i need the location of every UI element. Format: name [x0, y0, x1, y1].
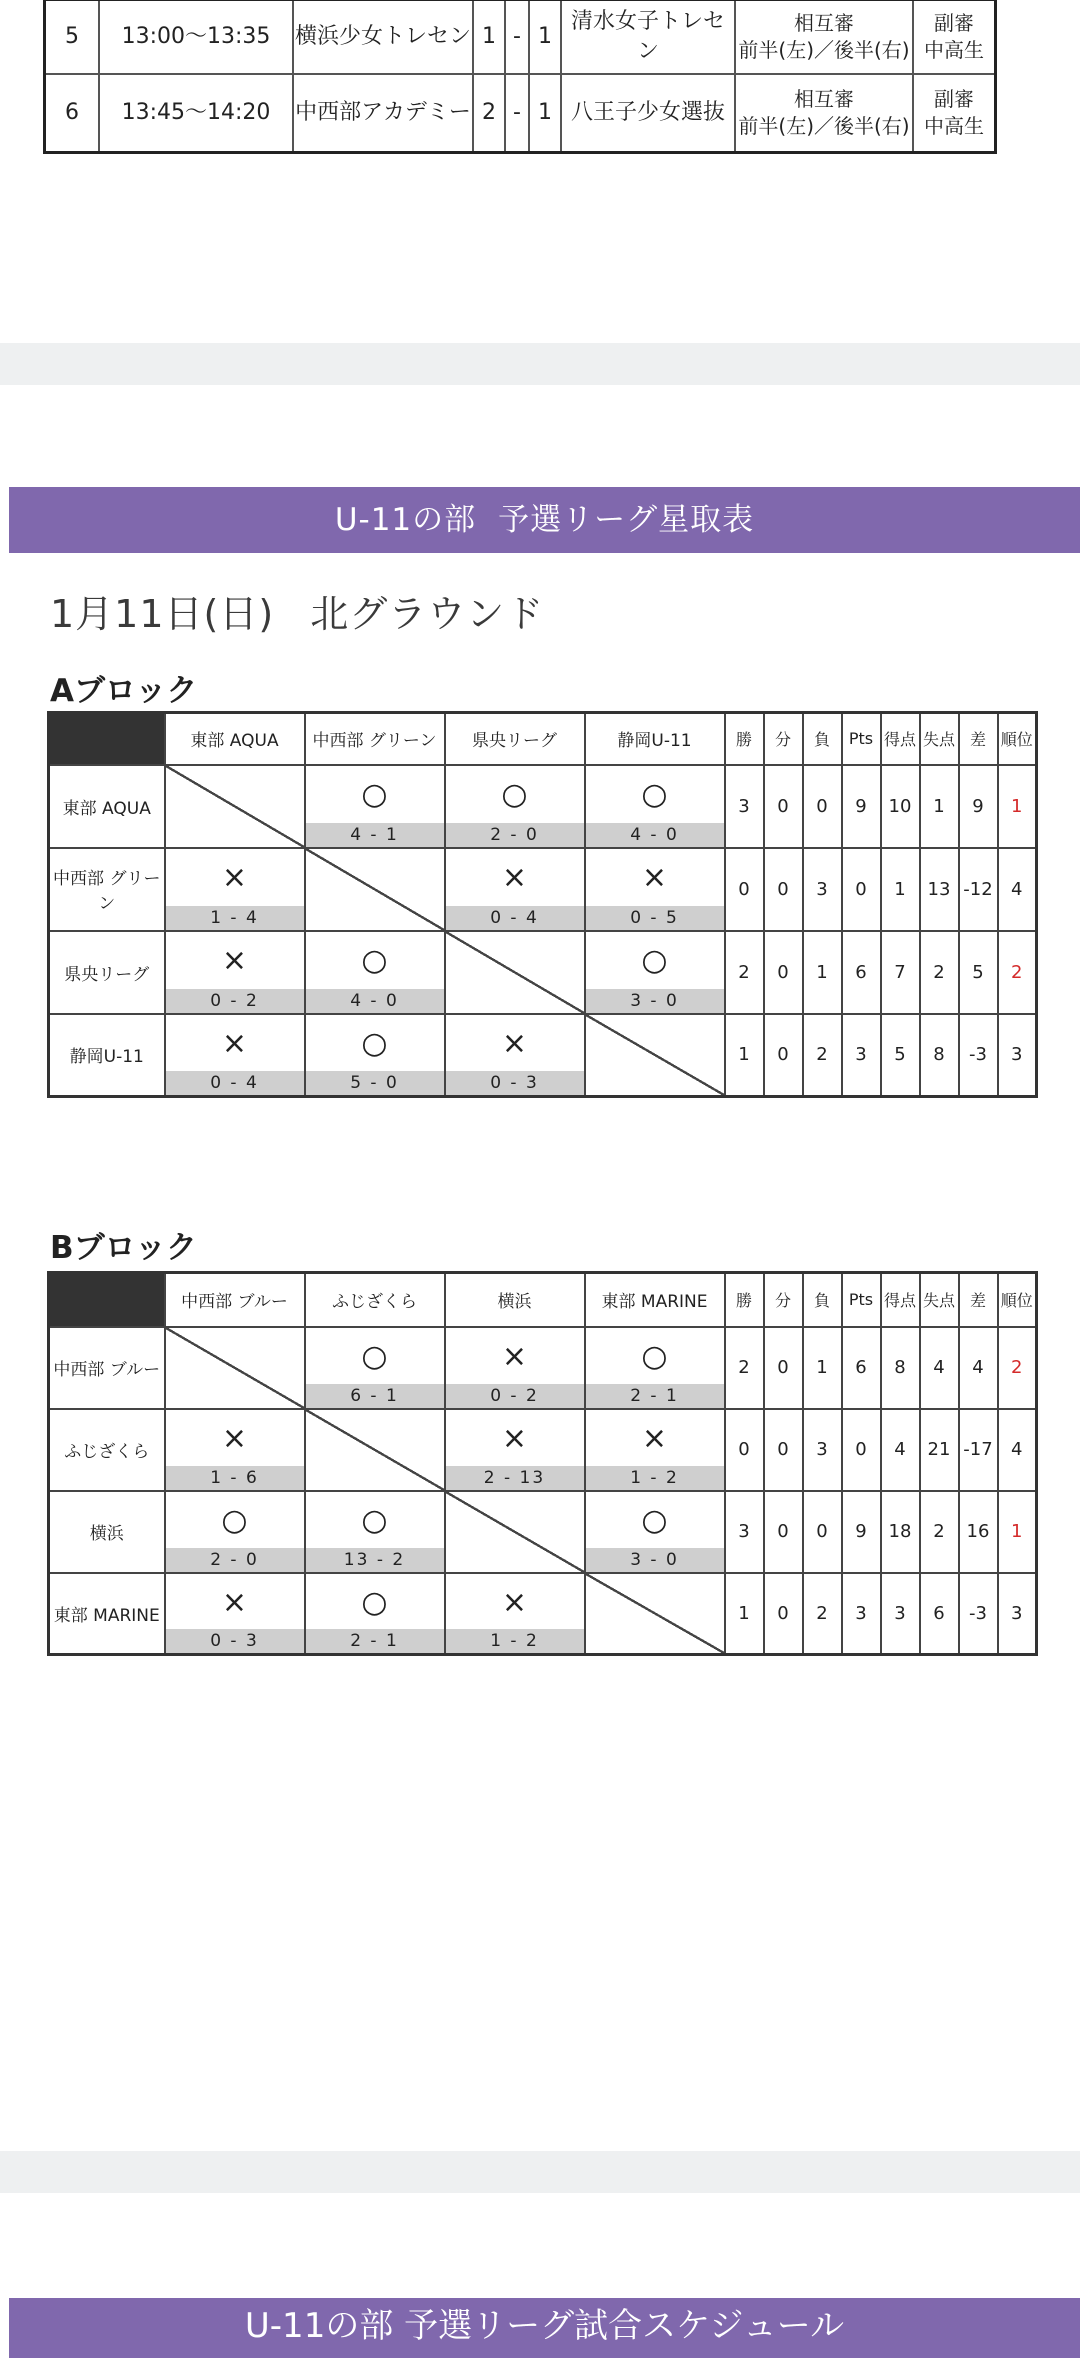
self-match-cell — [165, 765, 305, 848]
losses-value: 0 — [803, 1491, 842, 1573]
match-score: 2 - 13 — [446, 1466, 584, 1490]
match-result-cell — [165, 1573, 305, 1655]
stat-column-header: 失点 — [920, 1273, 959, 1327]
home-team: 横浜少女トレセン — [293, 0, 473, 74]
loss-mark-icon: × — [501, 1420, 528, 1456]
match-number: 6 — [45, 74, 100, 153]
self-match-cell — [165, 1327, 305, 1409]
match-score: 4 - 0 — [306, 989, 444, 1013]
match-score: 1 - 2 — [586, 1466, 724, 1490]
loss-mark-icon: × — [641, 1420, 668, 1456]
goals-against-value: 8 — [920, 1014, 959, 1097]
loss-mark-icon: × — [641, 859, 668, 895]
goals-for-value: 7 — [881, 931, 920, 1014]
block-b-title: Bブロック — [50, 1230, 198, 1266]
goals-for-value: 18 — [881, 1491, 920, 1573]
loss-mark-icon: × — [221, 1584, 248, 1620]
stat-column-header: 勝 — [725, 1273, 764, 1327]
goals-against-value: 2 — [920, 1491, 959, 1573]
match-score: 4 - 1 — [306, 823, 444, 847]
win-mark-icon: ○ — [501, 776, 528, 812]
win-mark-icon: ○ — [641, 942, 668, 978]
losses-value: 0 — [803, 765, 842, 848]
section-header — [9, 487, 1080, 553]
referee-type: 相互審 — [794, 11, 854, 35]
match-result-cell — [305, 765, 445, 848]
match-score: 0 - 5 — [586, 906, 724, 930]
match-result-cell — [585, 1327, 725, 1409]
match-result-cell — [445, 1409, 585, 1491]
team-row-header: 横浜 — [49, 1491, 165, 1573]
loss-mark-icon: × — [221, 1025, 248, 1061]
referee-cell — [735, 0, 913, 74]
match-score: 0 - 2 — [166, 989, 304, 1013]
win-mark-icon: ○ — [221, 1502, 248, 1538]
goal-difference-value: 16 — [959, 1491, 998, 1573]
score-dash: - — [505, 0, 529, 74]
team-row — [49, 1491, 1037, 1573]
win-mark-icon: ○ — [641, 1338, 668, 1374]
goal-difference-value: -3 — [959, 1014, 998, 1097]
match-score: 0 - 2 — [446, 1384, 584, 1408]
match-result-cell — [585, 765, 725, 848]
team-column-header: 中西部 ブルー — [165, 1273, 305, 1327]
team-column-header: 横浜 — [445, 1273, 585, 1327]
draws-value: 0 — [764, 1014, 803, 1097]
points-value: 6 — [842, 1327, 881, 1409]
team-row-header: 静岡U-11 — [49, 1014, 165, 1097]
stat-column-header: Pts — [842, 713, 881, 765]
draws-value: 0 — [764, 1491, 803, 1573]
stat-column-header: 差 — [959, 1273, 998, 1327]
home-team: 中西部アカデミー — [293, 74, 473, 153]
section-divider — [0, 2151, 1080, 2193]
losses-value: 1 — [803, 931, 842, 1014]
match-result-cell — [445, 765, 585, 848]
assistant-referee-detail: 中高生 — [924, 114, 984, 138]
block-a-title: Aブロック — [50, 673, 198, 709]
goals-against-value: 21 — [920, 1409, 959, 1491]
rank-value: 3 — [998, 1573, 1037, 1655]
rank-value: 3 — [998, 1014, 1037, 1097]
loss-mark-icon: × — [221, 942, 248, 978]
corner-cell — [49, 1273, 165, 1327]
win-mark-icon: ○ — [361, 1338, 388, 1374]
match-result-cell — [445, 1573, 585, 1655]
win-mark-icon: ○ — [361, 1584, 388, 1620]
match-result-cell — [165, 931, 305, 1014]
team-row — [49, 848, 1037, 931]
header-row — [49, 1273, 1037, 1327]
draws-value: 0 — [764, 1327, 803, 1409]
self-match-cell — [585, 1014, 725, 1097]
team-column-header: 東部 MARINE — [585, 1273, 725, 1327]
loss-mark-icon: × — [501, 1584, 528, 1620]
points-value: 0 — [842, 848, 881, 931]
wins-value: 2 — [725, 931, 764, 1014]
match-result-cell — [305, 1573, 445, 1655]
team-row-header: 東部 MARINE — [49, 1573, 165, 1655]
stat-column-header: 勝 — [725, 713, 764, 765]
team-column-header: ふじざくら — [305, 1273, 445, 1327]
loss-mark-icon: × — [501, 1338, 528, 1374]
wins-value: 2 — [725, 1327, 764, 1409]
goals-for-value: 10 — [881, 765, 920, 848]
goal-difference-value: -17 — [959, 1409, 998, 1491]
match-result-cell — [585, 931, 725, 1014]
away-score: 1 — [529, 0, 561, 74]
draws-value: 0 — [764, 1409, 803, 1491]
match-day: 1月11日(日) — [50, 592, 275, 636]
win-mark-icon: ○ — [361, 776, 388, 812]
match-score: 0 - 3 — [446, 1071, 584, 1095]
win-mark-icon: ○ — [361, 1502, 388, 1538]
match-score: 5 - 0 — [306, 1071, 444, 1095]
stat-column-header: 得点 — [881, 1273, 920, 1327]
match-score: 0 - 3 — [166, 1629, 304, 1653]
losses-value: 2 — [803, 1014, 842, 1097]
match-result-cell — [305, 1491, 445, 1573]
points-value: 0 — [842, 1409, 881, 1491]
points-value: 3 — [842, 1014, 881, 1097]
block-b-standings-table — [47, 1271, 1038, 1656]
self-match-cell — [305, 848, 445, 931]
stat-column-header: 分 — [764, 713, 803, 765]
points-value: 3 — [842, 1573, 881, 1655]
self-match-cell — [585, 1573, 725, 1655]
match-result-cell — [165, 848, 305, 931]
team-row-header: 県央リーグ — [49, 931, 165, 1014]
match-result-cell — [305, 1327, 445, 1409]
wins-value: 0 — [725, 848, 764, 931]
away-team: 清水女子トレセン — [561, 0, 735, 74]
goals-for-value: 8 — [881, 1327, 920, 1409]
self-match-cell — [445, 931, 585, 1014]
match-score: 4 - 0 — [586, 823, 724, 847]
team-row-header: 中西部 ブルー — [49, 1327, 165, 1409]
match-time: 13:45〜14:20 — [99, 74, 293, 153]
team-row — [49, 1573, 1037, 1655]
losses-value: 3 — [803, 848, 842, 931]
home-score: 1 — [473, 0, 505, 74]
rank-value: 2 — [998, 931, 1037, 1014]
assistant-referee-cell — [913, 74, 996, 153]
team-row — [49, 765, 1037, 848]
team-row-header: ふじざくら — [49, 1409, 165, 1491]
goals-for-value: 5 — [881, 1014, 920, 1097]
points-value: 9 — [842, 765, 881, 848]
loss-mark-icon: × — [221, 859, 248, 895]
match-result-cell — [165, 1491, 305, 1573]
losses-value: 1 — [803, 1327, 842, 1409]
goals-for-value: 4 — [881, 1409, 920, 1491]
match-score: 0 - 4 — [166, 1071, 304, 1095]
wins-value: 1 — [725, 1014, 764, 1097]
stat-column-header: 差 — [959, 713, 998, 765]
draws-value: 0 — [764, 931, 803, 1014]
win-mark-icon: ○ — [361, 1025, 388, 1061]
goals-for-value: 1 — [881, 848, 920, 931]
losses-value: 3 — [803, 1409, 842, 1491]
match-score: 3 - 0 — [586, 1548, 724, 1572]
match-score: 2 - 0 — [446, 823, 584, 847]
draws-value: 0 — [764, 1573, 803, 1655]
match-score: 13 - 2 — [306, 1548, 444, 1572]
team-row-header: 東部 AQUA — [49, 765, 165, 848]
goals-against-value: 1 — [920, 765, 959, 848]
referee-type: 相互審 — [794, 87, 854, 111]
loss-mark-icon: × — [501, 1025, 528, 1061]
match-result-cell — [445, 1327, 585, 1409]
rank-value: 4 — [998, 1409, 1037, 1491]
stat-column-header: 得点 — [881, 713, 920, 765]
match-score: 2 - 1 — [586, 1384, 724, 1408]
match-result-cell — [445, 848, 585, 931]
schedule-row — [45, 74, 996, 153]
assistant-referee-type: 副審 — [934, 11, 974, 35]
loss-mark-icon: × — [221, 1420, 248, 1456]
goals-against-value: 4 — [920, 1327, 959, 1409]
away-team: 八王子少女選抜 — [561, 74, 735, 153]
match-result-cell — [585, 1491, 725, 1573]
draws-value: 0 — [764, 848, 803, 931]
ground-name: 北グラウンド — [310, 592, 545, 636]
wins-value: 3 — [725, 765, 764, 848]
team-row — [49, 1409, 1037, 1491]
match-score: 2 - 0 — [166, 1548, 304, 1572]
team-row — [49, 1014, 1037, 1097]
match-score: 6 - 1 — [306, 1384, 444, 1408]
win-mark-icon: ○ — [641, 776, 668, 812]
match-schedule-table — [43, 0, 997, 154]
corner-cell — [49, 713, 165, 765]
match-result-cell — [585, 848, 725, 931]
stat-column-header: 負 — [803, 1273, 842, 1327]
wins-value: 1 — [725, 1573, 764, 1655]
goal-difference-value: -12 — [959, 848, 998, 931]
wins-value: 0 — [725, 1409, 764, 1491]
referee-detail: 前半(左)／後半(右) — [738, 38, 910, 62]
match-score: 1 - 4 — [166, 906, 304, 930]
self-match-cell — [305, 1409, 445, 1491]
team-column-header: 静岡U-11 — [585, 713, 725, 765]
stat-column-header: 負 — [803, 713, 842, 765]
goal-difference-value: 4 — [959, 1327, 998, 1409]
team-row — [49, 1327, 1037, 1409]
schedule-row — [45, 0, 996, 74]
match-score: 3 - 0 — [586, 989, 724, 1013]
draws-value: 0 — [764, 765, 803, 848]
stat-column-header: 順位 — [998, 713, 1037, 765]
team-column-header: 東部 AQUA — [165, 713, 305, 765]
score-dash: - — [505, 74, 529, 153]
match-score: 1 - 6 — [166, 1466, 304, 1490]
section-header-left: U-11の部 — [334, 502, 477, 538]
team-column-header: 中西部 グリーン — [305, 713, 445, 765]
goal-difference-value: -3 — [959, 1573, 998, 1655]
stat-column-header: 失点 — [920, 713, 959, 765]
assistant-referee-cell — [913, 0, 996, 74]
match-result-cell — [305, 1014, 445, 1097]
points-value: 6 — [842, 931, 881, 1014]
section-header-right: 予選リーグ星取表 — [498, 502, 755, 538]
match-number: 5 — [45, 0, 100, 74]
match-result-cell — [585, 1409, 725, 1491]
header-row — [49, 713, 1037, 765]
self-match-cell — [445, 1491, 585, 1573]
goal-difference-value: 5 — [959, 931, 998, 1014]
rank-value: 1 — [998, 765, 1037, 848]
assistant-referee-type: 副審 — [934, 87, 974, 111]
win-mark-icon: ○ — [641, 1502, 668, 1538]
block-a-standings-table — [47, 711, 1038, 1098]
referee-cell — [735, 74, 913, 153]
match-date — [50, 583, 544, 638]
next-section-header: U-11の部 予選リーグ試合スケジュール — [9, 2298, 1080, 2358]
goals-against-value: 13 — [920, 848, 959, 931]
losses-value: 2 — [803, 1573, 842, 1655]
rank-value: 2 — [998, 1327, 1037, 1409]
match-score: 1 - 2 — [446, 1629, 584, 1653]
points-value: 9 — [842, 1491, 881, 1573]
away-score: 1 — [529, 74, 561, 153]
stat-column-header: Pts — [842, 1273, 881, 1327]
win-mark-icon: ○ — [361, 942, 388, 978]
stat-column-header: 順位 — [998, 1273, 1037, 1327]
match-result-cell — [165, 1014, 305, 1097]
team-column-header: 県央リーグ — [445, 713, 585, 765]
team-row — [49, 931, 1037, 1014]
match-result-cell — [165, 1409, 305, 1491]
home-score: 2 — [473, 74, 505, 153]
stat-column-header: 分 — [764, 1273, 803, 1327]
goal-difference-value: 9 — [959, 765, 998, 848]
match-score: 0 - 4 — [446, 906, 584, 930]
team-row-header: 中西部 グリーン — [49, 848, 165, 931]
section-divider — [0, 343, 1080, 385]
assistant-referee-detail: 中高生 — [924, 38, 984, 62]
match-time: 13:00〜13:35 — [99, 0, 293, 74]
referee-detail: 前半(左)／後半(右) — [738, 114, 910, 138]
goals-for-value: 3 — [881, 1573, 920, 1655]
goals-against-value: 6 — [920, 1573, 959, 1655]
loss-mark-icon: × — [501, 859, 528, 895]
match-result-cell — [305, 931, 445, 1014]
match-result-cell — [445, 1014, 585, 1097]
wins-value: 3 — [725, 1491, 764, 1573]
rank-value: 1 — [998, 1491, 1037, 1573]
goals-against-value: 2 — [920, 931, 959, 1014]
match-score: 2 - 1 — [306, 1629, 444, 1653]
rank-value: 4 — [998, 848, 1037, 931]
